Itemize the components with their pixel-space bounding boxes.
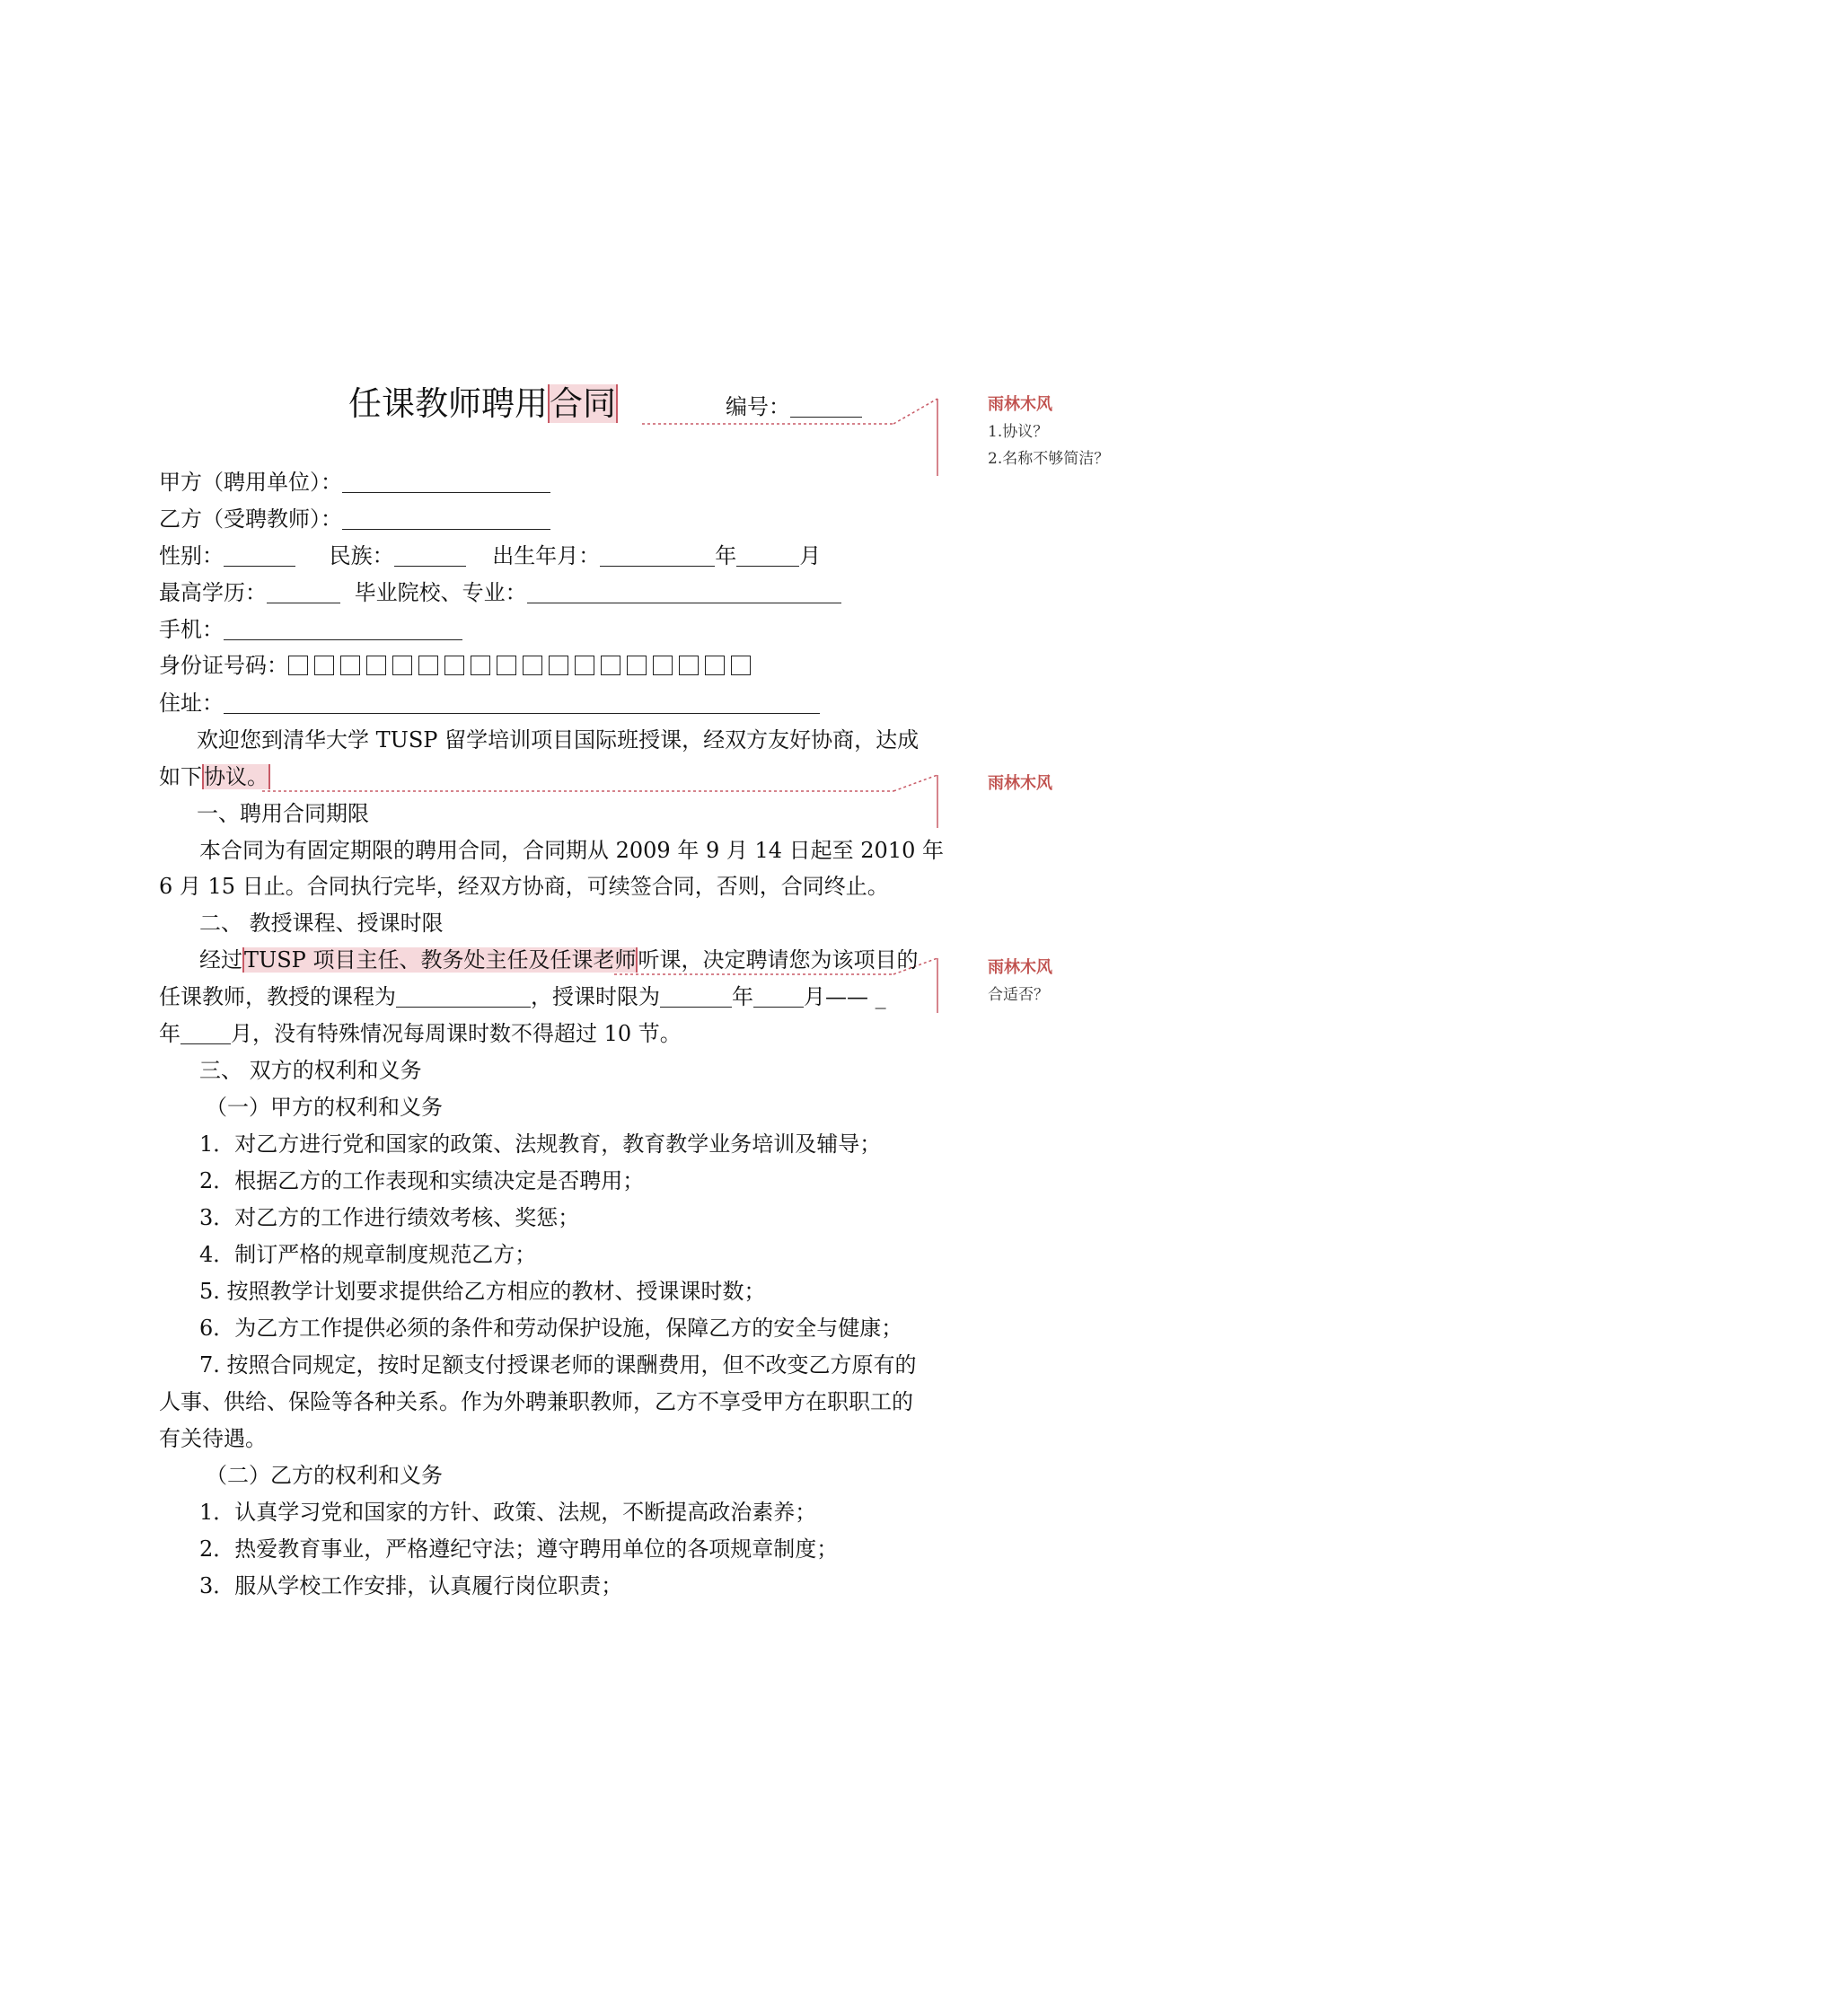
a-item-7: 7. 按照合同规定，按时足额支付授课老师的课酬费用，但不改变乙方原有的 [199, 1352, 917, 1378]
id-digit-box [392, 656, 412, 675]
birth-label: 出生年月： [492, 543, 601, 568]
ethnicity-label: 民族： [329, 543, 394, 568]
comment-1-author: 雨林木风 [988, 395, 1052, 414]
ethnicity-blank [394, 544, 466, 567]
connector-2-diagonal [893, 775, 937, 791]
a-item-4: 4．制订严格的规章制度规范乙方； [199, 1242, 537, 1267]
id-digit-box [731, 656, 751, 675]
id-digit-box [418, 656, 438, 675]
document-title [348, 384, 618, 424]
birth-month-char: 月 [799, 543, 822, 568]
a-item-7-line-3: 有关待遇。 [159, 1426, 267, 1451]
id-boxes [288, 653, 757, 678]
a-item-3: 3．对乙方的工作进行绩效考核、奖惩； [199, 1205, 580, 1230]
address-label: 住址： [159, 691, 224, 716]
section-3-heading: 三、 双方的权利和义务 [199, 1058, 422, 1083]
number-blank [790, 395, 862, 418]
intro-highlight[interactable]: 协议。 [204, 764, 268, 789]
education-blank [267, 581, 340, 603]
id-digit-box [366, 656, 386, 675]
party-b-label: 乙方（受聘教师）： [159, 506, 342, 532]
b-item-1: 1．认真学习党和国家的方针、政策、法规，不断提高政治素养； [199, 1500, 817, 1525]
phone-line [159, 616, 462, 643]
start-year-char: 年 [732, 984, 753, 1009]
id-digit-box [679, 656, 699, 675]
comment-3[interactable] [988, 955, 1052, 1008]
a-item-1: 1．对乙方进行党和国家的政策、法规教育，教育教学业务培训及辅导； [199, 1131, 882, 1157]
number-label: 编号： [726, 394, 790, 419]
section-1-line-1: 本合同为有固定期限的聘用合同，合同期从 2009 年 9 月 14 日起至 2010 年 [199, 838, 944, 863]
a-item-5: 5. 按照教学计划要求提供给乙方相应的教材、授课课时数； [199, 1279, 766, 1304]
education-line [159, 579, 841, 606]
id-digit-box [601, 656, 620, 675]
intro-line-2-pre: 如下 [159, 764, 202, 789]
comment-3-line-1: 合适否？ [988, 986, 1049, 1004]
party-a-line [159, 469, 550, 496]
gender-label: 性别： [159, 543, 224, 568]
comment-1-line-2: 2.名称不够简洁？ [988, 450, 1110, 468]
section-2-line-3-text: 月，没有特殊情况每周课时数不得超过 10 节。 [231, 1021, 682, 1046]
party-b-blank [342, 507, 550, 530]
birth-year-blank [600, 544, 715, 567]
b-item-2: 2．热爱教育事业，严格遵纪守法；遵守聘用单位的各项规章制度； [199, 1536, 839, 1562]
id-digit-box [444, 656, 464, 675]
connector-1-diagonal [893, 399, 937, 424]
id-digit-box [549, 656, 568, 675]
sub-a-heading: （一）甲方的权利和义务 [206, 1095, 443, 1120]
gender-blank [224, 544, 295, 567]
party-a-label: 甲方（聘用单位）： [159, 470, 342, 495]
id-digit-box [340, 656, 360, 675]
start-month-char: 月—— _ [804, 984, 886, 1009]
id-digit-box [705, 656, 725, 675]
phone-blank [224, 618, 462, 640]
course-label: 任课教师，教授的课程为 [159, 984, 396, 1009]
a-item-7-line-2: 人事、供给、保险等各种关系。作为外聘兼职教师，乙方不享受甲方在职职工的 [159, 1389, 913, 1414]
sub-b-heading: （二）乙方的权利和义务 [206, 1463, 443, 1488]
party-a-blank [342, 471, 550, 493]
section-2-heading: 二、 教授课程、授课时限 [199, 911, 444, 936]
id-line [159, 652, 757, 679]
section-2-highlight[interactable]: TUSP 项目主任、教务处主任及任课老师 [244, 947, 637, 973]
b-item-3: 3．服从学校工作安排，认真履行岗位职责； [199, 1573, 623, 1598]
school-label: 毕业院校、专业： [354, 580, 527, 605]
title-highlight[interactable]: 合同 [550, 384, 616, 423]
course-blank [396, 985, 531, 1008]
start-month-blank [753, 985, 804, 1008]
section-1-line-2: 6 月 15 日止。合同执行完毕，经双方协商，可续签合同，否则，合同终止。 [159, 874, 889, 899]
time-limit-label: ，授课时限为 [531, 984, 660, 1009]
comment-1[interactable] [988, 392, 1109, 472]
a-item-2: 2．根据乙方的工作表现和实绩决定是否聘用； [199, 1168, 645, 1193]
phone-label: 手机： [159, 617, 224, 642]
section-2-line-1 [199, 946, 918, 973]
id-label: 身份证号码： [159, 653, 288, 678]
address-line [159, 690, 820, 717]
school-blank [527, 581, 841, 603]
end-year-char: 年 [159, 1021, 180, 1046]
party-b-line [159, 506, 550, 533]
end-month-blank [180, 1022, 231, 1044]
start-year-blank [660, 985, 732, 1008]
intro-line-2 [159, 763, 270, 790]
comment-3-author: 雨林木风 [988, 958, 1052, 977]
birth-month-blank [736, 544, 799, 567]
section-2-line-1-pre: 经过 [199, 947, 242, 973]
comment-2[interactable] [988, 770, 1052, 797]
id-digit-box [497, 656, 516, 675]
comment-2-author: 雨林木风 [988, 774, 1052, 793]
id-digit-box [314, 656, 334, 675]
id-digit-box [523, 656, 542, 675]
title-text: 任课教师聘用 [348, 384, 548, 423]
section-2-line-2 [159, 983, 886, 1010]
contract-number [726, 393, 862, 420]
a-item-6: 6．为乙方工作提供必须的条件和劳动保护设施，保障乙方的安全与健康； [199, 1316, 903, 1341]
address-blank [224, 691, 820, 714]
education-label: 最高学历： [159, 580, 267, 605]
intro-line-1: 欢迎您到清华大学 TUSP 留学培训项目国际班授课，经双方友好协商，达成 [197, 727, 920, 753]
section-1-heading: 一、聘用合同期限 [197, 801, 369, 826]
section-2-line-1-post: 听课，决定聘请您为该项目的 [638, 947, 919, 973]
id-digit-box [575, 656, 594, 675]
id-digit-box [288, 656, 308, 675]
id-digit-box [627, 656, 647, 675]
gender-line [159, 542, 821, 569]
id-digit-box [471, 656, 490, 675]
section-2-line-3 [159, 1020, 682, 1047]
comment-1-line-1: 1.协议？ [988, 423, 1049, 441]
id-digit-box [653, 656, 673, 675]
birth-year-char: 年 [715, 543, 737, 568]
